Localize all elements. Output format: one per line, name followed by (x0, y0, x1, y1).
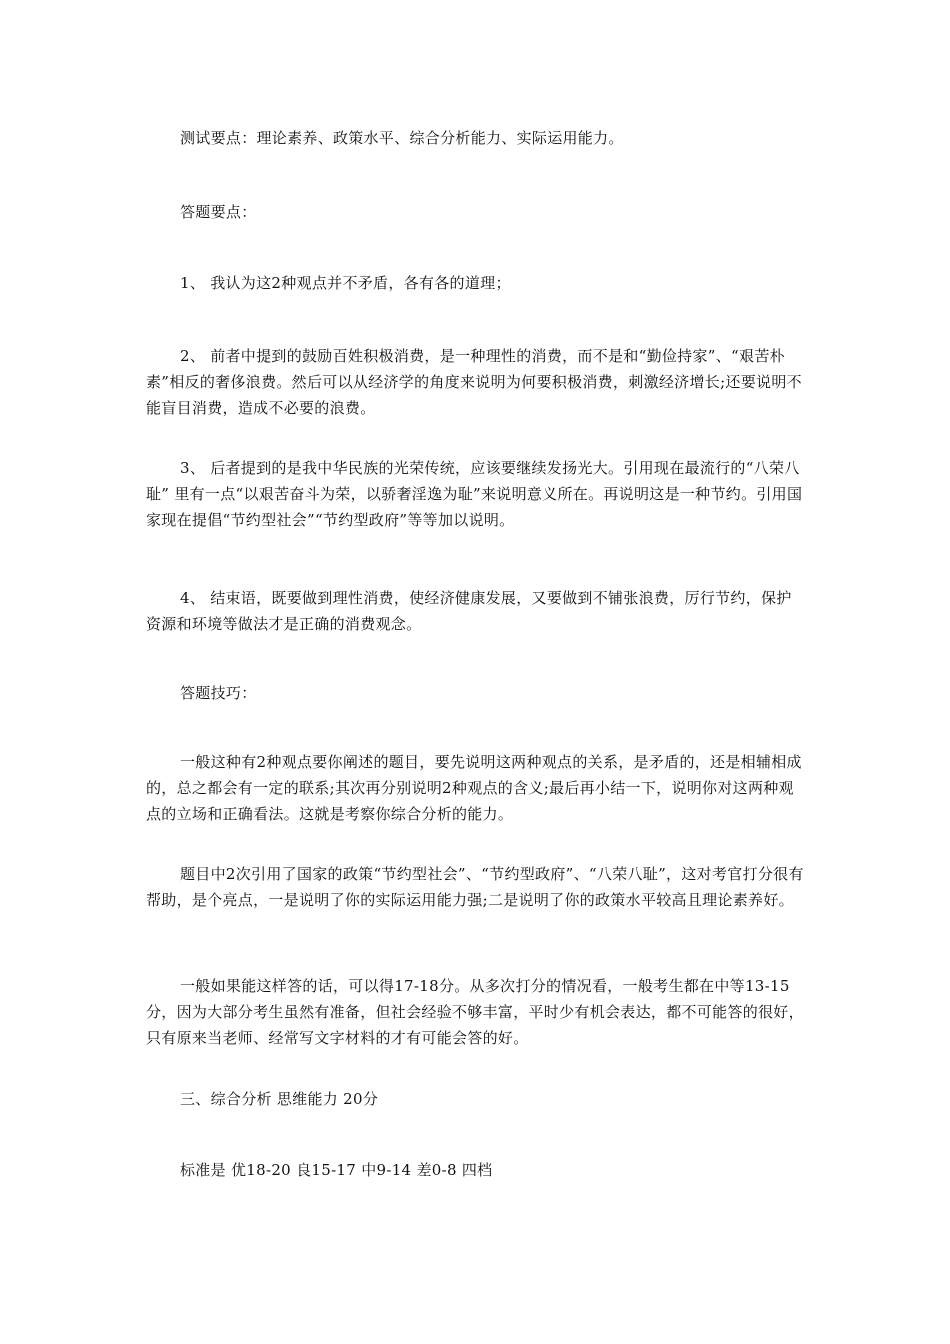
answer-point-3: 3、 后者提到的是我中华民族的光荣传统，应该要继续发扬光大。引用现在最流行的“八荣八耻” 里有一点“以艰苦奋斗为荣，以骄奢淫逸为耻”来说明意义所在。再说明这是一种节约。引用国家现在提倡“节约型社会”“节约型政府”等等加以说明。 (146, 459, 803, 529)
grading-standard-paragraph: 标准是 优18-20 良15-17 中9-14 差0-8 四档 (180, 1161, 493, 1179)
tips-paragraph-1: 一般这种有2种观点要你阐述的题目，要先说明这两种观点的关系，是矛盾的，还是相辅相成的，总之都会有一定的联系;其次再分别说明2种观点的含义;最后再小结一下，说明你对这两种观点的立场和正确看法。这就是考察你综合分析的能力。 (146, 753, 802, 823)
tips-paragraph-2: 题目中2次引用了国家的政策“节约型社会”、“节约型政府”、“八荣八耻”，这对考官打分很有帮助，是个亮点，一是说明了你的实际运用能力强;二是说明了你的政策水平较高且理论素养好。 (146, 865, 804, 909)
answer-point-2: 2、 前者中提到的鼓励百姓积极消费，是一种理性的消费，而不是和“勤俭持家”、“艰苦朴素”相反的奢侈浪费。然后可以从经济学的角度来说明为何要积极消费，刺激经济增长;还要说明不能盲目消费，造成不必要的浪费。 (146, 347, 802, 417)
answer-point-4: 4、 结束语，既要做到理性消费，使经济健康发展，又要做到不铺张浪费，厉行节约，保护资源和环境等做法才是正确的消费观念。 (146, 589, 792, 633)
answer-points-heading: 答题要点： (180, 203, 257, 221)
answer-point-1: 1、 我认为这2种观点并不矛盾，各有各的道理； (180, 274, 511, 292)
answer-tips-heading: 答题技巧： (180, 684, 257, 702)
section-three-heading: 三、综合分析 思维能力 20分 (180, 1090, 379, 1108)
tips-paragraph-3: 一般如果能这样答的话，可以得17-18分。从多次打分的情况看，一般考生都在中等13-15分，因为大部分考生虽然有准备，但社会经验不够丰富，平时少有机会表达，都不可能答的很好，只有原来当老师、经常写文字材料的才有可能会答的好。 (146, 977, 804, 1047)
test-points-paragraph: 测试要点：理论素养、政策水平、综合分析能力、实际运用能力。 (180, 129, 624, 147)
